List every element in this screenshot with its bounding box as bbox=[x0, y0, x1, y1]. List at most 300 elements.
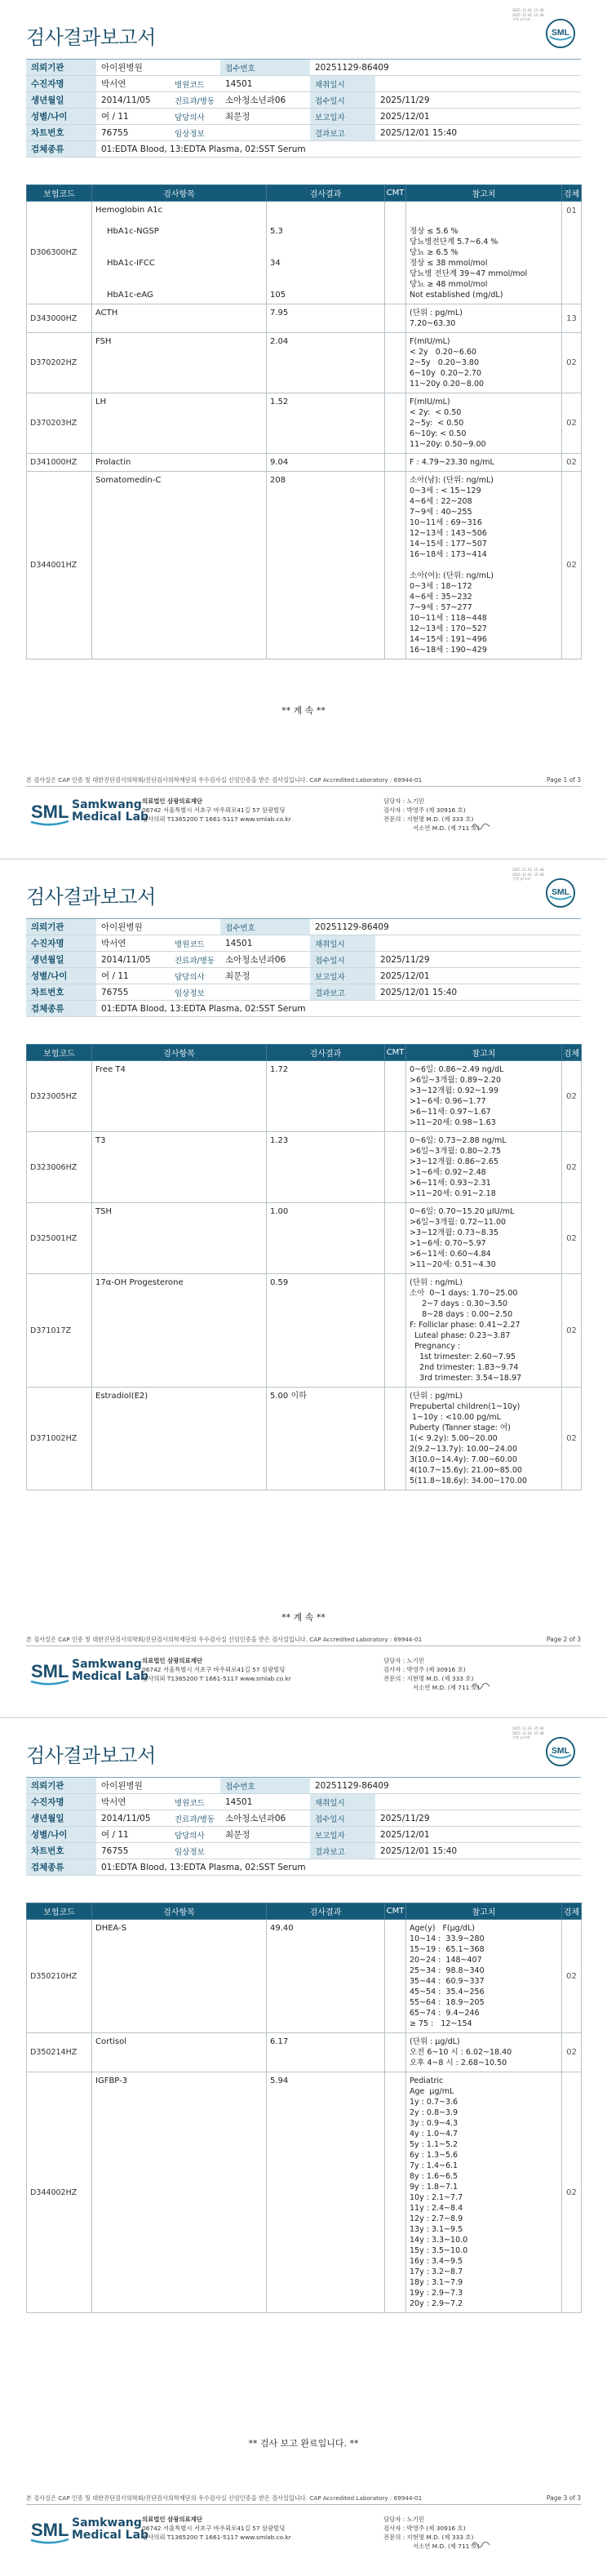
reference-range: Age(y) F(µg/dL) 10~14 : 33.9~280 15~19 : 65.1~368 20~24 : 148~407 25~34 : 98.8~340 35~44 : 60.9~337 45~54 : 35.4~256 55~64 : 18.9~205 65~74 : 9.4~246 ≥ 75 : 12~154 bbox=[410, 1924, 485, 2028]
col-code-header: 보험코드 bbox=[27, 185, 92, 202]
patient-info-row bbox=[26, 1827, 581, 1843]
print-stamp-line: 2025.12.01 15:40 bbox=[512, 1726, 544, 1730]
svg-text:SML: SML bbox=[31, 2520, 69, 2540]
lab-brand-name bbox=[72, 1659, 148, 1683]
report-page bbox=[0, 1717, 607, 2576]
continuation-marker: ** 계 속 ** bbox=[281, 1612, 326, 1623]
patient-institution: 아이왼병원 bbox=[96, 1778, 220, 1794]
signatory-block bbox=[383, 797, 480, 833]
reference-range: Not established (mg/dL) bbox=[410, 291, 503, 300]
test-result-cell bbox=[267, 1920, 385, 2033]
patient-chart-no: 76755 bbox=[96, 984, 170, 1001]
reference-range: F : 4.79~23.30 ng/mL bbox=[410, 458, 494, 467]
test-result: 9.04 bbox=[270, 458, 289, 467]
accreditation-note: 본 검사실은 CAP 인증 및 대한진단검사의학회/진단검사의학재단의 우수검사실 신임인증을 받은 검사실입니다. CAP Accredited Laboratory : 69944-01 bbox=[26, 2494, 423, 2502]
test-result-cell bbox=[267, 393, 385, 454]
comment-cell bbox=[385, 202, 406, 304]
patient-institution: 아이왼병원 bbox=[96, 919, 220, 935]
test-result bbox=[270, 215, 381, 226]
reference-range bbox=[410, 215, 558, 226]
staff-line: 검사자 : 박영주 (제 30916 호) bbox=[383, 806, 466, 814]
specimen-code: 02 bbox=[562, 1132, 582, 1203]
lab-contact: 검사의뢰 T1365200 T 1661-5117 www.smlab.co.kr bbox=[142, 1675, 291, 1682]
patient-specimen: 01:EDTA Blood, 13:EDTA Plasma, 02:SST Serum bbox=[96, 1001, 581, 1017]
col-ref-header: 참고치 bbox=[406, 1045, 562, 1061]
patient-info-row bbox=[26, 125, 581, 141]
print-stamp-line: 전체 print bbox=[512, 1735, 531, 1739]
staff-line: 담당자 : 노기민 bbox=[383, 1657, 425, 1664]
test-name: DHEA-S bbox=[95, 1924, 127, 1933]
reference-cell bbox=[406, 1920, 562, 2033]
reference-cell bbox=[406, 1274, 562, 1388]
patient-info-row bbox=[26, 92, 581, 109]
patient-result-date: 2025/12/01 15:40 bbox=[375, 984, 581, 1001]
col-spec-header: 검체 bbox=[562, 1903, 582, 1920]
patient-info-row bbox=[26, 968, 581, 984]
signature-icon bbox=[470, 819, 491, 831]
patient-info-table bbox=[26, 59, 581, 158]
specimen-code: 02 bbox=[562, 1203, 582, 1274]
logo-badge-text: SML bbox=[551, 1746, 570, 1756]
result-row bbox=[27, 1132, 582, 1203]
patient-l-doctor: 담당의사 bbox=[170, 1827, 220, 1843]
reference-range: (단위 : pg/mL) Prepubertal children(1~10y) 1~10y : <10.00 pg/mL Puberty (Tanner stage: 여) 1(< 9.2y): 5.00~20.00 2(9.2~13.7y): 10.00~24.00 3(10.0~14.4y): 7.00~60.00 4(10.7~15.6y): 21.00~85.00 5(11.8~18.6y): 34.00~170.00 bbox=[410, 1392, 527, 1486]
patient-l-sex-age: 성별/나이 bbox=[26, 109, 96, 125]
patient-l-clinical: 임상정보 bbox=[170, 1843, 220, 1859]
test-result: 208 bbox=[270, 476, 286, 485]
patient-institution: 아이왼병원 bbox=[96, 60, 220, 76]
patient-sex-age: 여 / 11 bbox=[96, 1827, 170, 1843]
svg-text:SML: SML bbox=[31, 802, 69, 822]
comment-cell bbox=[385, 1132, 406, 1203]
footer-divider bbox=[26, 786, 581, 787]
reference-cell bbox=[406, 304, 562, 333]
test-item-cell bbox=[92, 454, 267, 472]
patient-info-row bbox=[26, 984, 581, 1001]
col-cmt-header: CMT bbox=[385, 185, 406, 202]
test-name: Hemoglobin A1c bbox=[95, 206, 163, 215]
patient-dept: 소아청소년과06 bbox=[220, 1810, 310, 1827]
col-item-header: 검사항목 bbox=[92, 185, 267, 202]
patient-l-birth: 생년월일 bbox=[26, 92, 96, 109]
specimen-code: 02 bbox=[562, 1061, 582, 1132]
page-number: Page 2 of 3 bbox=[546, 1636, 581, 1643]
test-item-cell bbox=[92, 304, 267, 333]
patient-l-name: 수진자명 bbox=[26, 76, 96, 92]
lab-address-block bbox=[142, 2515, 291, 2542]
staff-line: 검사자 : 박영주 (제 30916 호) bbox=[383, 1666, 466, 1673]
test-result-cell bbox=[267, 304, 385, 333]
test-result: 105 bbox=[270, 291, 286, 300]
specimen-code: 02 bbox=[562, 472, 582, 660]
lab-brand-line1: Samkwang bbox=[72, 1658, 142, 1671]
test-name bbox=[95, 215, 263, 226]
lab-org: 의료법인 삼광의료재단 bbox=[142, 2516, 202, 2523]
patient-info-row bbox=[26, 935, 581, 952]
results-header bbox=[27, 1903, 582, 1920]
result-row bbox=[27, 1061, 582, 1132]
specimen-code: 02 bbox=[562, 454, 582, 472]
print-stamp bbox=[512, 8, 548, 22]
patient-l-chart-no: 차트번호 bbox=[26, 125, 96, 141]
patient-sex-age: 여 / 11 bbox=[96, 968, 170, 984]
patient-collect-date bbox=[375, 1794, 581, 1810]
print-stamp-line: 전체 print bbox=[512, 877, 531, 881]
specimen-code: 01 bbox=[562, 202, 582, 304]
lab-brand-line2: Medical Lab bbox=[72, 1670, 149, 1683]
patient-receipt-date: 2025/11/29 bbox=[375, 952, 581, 968]
print-stamp-line: 2025.12.01 15:40 bbox=[512, 8, 544, 12]
patient-l-institution: 의뢰기관 bbox=[26, 919, 96, 935]
reference-range: 소아(남): (단위: ng/mL) 0~3세 : < 15~129 4~6세 : 22~208 7~9세 : 40~255 10~11세 : 69~316 12~13세 : 143~506 14~15세 : 177~507 16~18세 : 173~414 소아(여): (단위: ng/mL) 0~3세 : 18~172 4~6세 : 35~232 7~9세 : 57~277 10~11세 : 118~448 12~13세 : 170~527 14~15세 : 191~496 16~18세 : 190~429 bbox=[410, 476, 494, 655]
comment-cell bbox=[385, 304, 406, 333]
sml-logo-icon bbox=[545, 1736, 576, 1767]
patient-l-specimen: 검체종류 bbox=[26, 141, 96, 158]
test-name: Somatomedin-C bbox=[95, 476, 162, 485]
patient-info-row bbox=[26, 76, 581, 92]
patient-l-clinical: 임상정보 bbox=[170, 125, 220, 141]
test-item-cell bbox=[92, 1061, 267, 1132]
staff-line: 전문의 : 지현명 M.D. (제 333 호) bbox=[383, 2534, 474, 2541]
reference-cell bbox=[406, 2033, 562, 2072]
report-page bbox=[0, 859, 607, 1717]
test-item-cell bbox=[92, 202, 267, 304]
test-result: 49.40 bbox=[270, 1924, 294, 1933]
results-table bbox=[26, 1044, 582, 1490]
test-result: 1.72 bbox=[270, 1065, 289, 1074]
patient-info-row bbox=[26, 952, 581, 968]
report-title: 검사결과보고서 bbox=[26, 1744, 156, 1767]
patient-name: 박서연 bbox=[96, 935, 170, 952]
result-row bbox=[27, 304, 582, 333]
patient-dept: 소아청소년과06 bbox=[220, 92, 310, 109]
test-name: Estradiol(E2) bbox=[95, 1392, 148, 1401]
staff-line: 전문의 : 지현명 M.D. (제 333 호) bbox=[383, 1675, 474, 1682]
insurance-code: D344002HZ bbox=[27, 2072, 92, 2313]
patient-doctor: 최문정 bbox=[220, 1827, 310, 1843]
print-stamp-line: 2025-12-01 15:40 bbox=[512, 1730, 544, 1735]
report-page bbox=[0, 0, 607, 859]
insurance-code: D306300HZ bbox=[27, 202, 92, 304]
comment-cell bbox=[385, 1388, 406, 1490]
results-table bbox=[26, 184, 582, 660]
page-number: Page 3 of 3 bbox=[546, 2494, 581, 2502]
test-result-cell bbox=[267, 2072, 385, 2313]
test-result: 1.23 bbox=[270, 1136, 289, 1145]
patient-l-result-date: 결과보고 bbox=[310, 125, 375, 141]
signature-icon bbox=[470, 1679, 491, 1690]
comment-cell bbox=[385, 1274, 406, 1388]
test-item-cell bbox=[92, 472, 267, 660]
test-result: 5.00 이하 bbox=[270, 1392, 307, 1401]
reference-cell bbox=[406, 1388, 562, 1490]
sml-logo-icon bbox=[545, 877, 576, 908]
patient-l-collect-date: 채취일시 bbox=[310, 1794, 375, 1810]
test-result: 5.94 bbox=[270, 2076, 289, 2085]
insurance-code: D344001HZ bbox=[27, 472, 92, 660]
patient-chart-no: 76755 bbox=[96, 125, 170, 141]
test-result-cell bbox=[267, 1203, 385, 1274]
patient-doctor: 최문정 bbox=[220, 109, 310, 125]
reference-cell bbox=[406, 2072, 562, 2313]
report-title: 검사결과보고서 bbox=[26, 26, 156, 49]
patient-info-table bbox=[26, 1777, 581, 1876]
comment-cell bbox=[385, 2033, 406, 2072]
test-item-cell bbox=[92, 1920, 267, 2033]
patient-l-collect-date: 채취일시 bbox=[310, 935, 375, 952]
patient-l-report-date: 보고일자 bbox=[310, 968, 375, 984]
result-row bbox=[27, 1920, 582, 2033]
patient-receipt-date: 2025/11/29 bbox=[375, 1810, 581, 1827]
insurance-code: D343000HZ bbox=[27, 304, 92, 333]
comment-cell bbox=[385, 2072, 406, 2313]
test-name: Prolactin bbox=[95, 458, 131, 467]
result-row bbox=[27, 472, 582, 660]
test-result-cell bbox=[267, 454, 385, 472]
test-name: HbA1c-NGSP bbox=[107, 227, 159, 236]
lab-address: 06742 서울특별시 서초구 바우뫼로41길 57 삼광빌딩 bbox=[142, 806, 286, 814]
patient-collect-date bbox=[375, 935, 581, 952]
patient-l-result-date: 결과보고 bbox=[310, 1843, 375, 1859]
reference-range: (단위 : ng/mL) 소아 0~1 days: 1.70~25.00 2~7 days : 0.30~3.50 8~28 days : 0.00~2.50 F: Folliclar phase: 0.41~2.27 Luteal phase: 0.23~3.87 Pregnancy : 1st trimester: 2.60~7.95 2nd trimester: 1.83~9.74 3rd trimester: 3.54~18.97 bbox=[410, 1278, 522, 1383]
specimen-code: 02 bbox=[562, 1920, 582, 2033]
patient-l-dept: 진료과/병동 bbox=[170, 952, 220, 968]
test-result: 0.59 bbox=[270, 1278, 289, 1287]
test-name: T3 bbox=[95, 1136, 106, 1145]
patient-l-chart-no: 차트번호 bbox=[26, 1843, 96, 1859]
lab-brand-line2: Medical Lab bbox=[72, 2529, 149, 2542]
test-name: 17α-OH Progesterone bbox=[95, 1278, 184, 1287]
patient-birth: 2014/11/05 bbox=[96, 952, 170, 968]
test-result-cell bbox=[267, 202, 385, 304]
test-result bbox=[270, 205, 381, 215]
patient-receipt-no: 20251129-86409 bbox=[310, 1778, 581, 1794]
result-row bbox=[27, 2033, 582, 2072]
continuation-marker: ** 계 속 ** bbox=[281, 705, 326, 716]
test-result: 34 bbox=[270, 259, 281, 268]
comment-cell bbox=[385, 472, 406, 660]
result-row bbox=[27, 2072, 582, 2313]
patient-name: 박서연 bbox=[96, 1794, 170, 1810]
patient-receipt-date: 2025/11/29 bbox=[375, 92, 581, 109]
reference-range: 0~6일: 0.73~2.88 ng/mL >6일~3개월: 0.80~2.75 >3~12개월: 0.86~2.65 >1~6세: 0.92~2.48 >6~11세: 0.93~2.31 >11~20세: 0.91~2.18 bbox=[410, 1136, 507, 1198]
result-row bbox=[27, 333, 582, 393]
patient-hosp-code: 14501 bbox=[220, 1794, 310, 1810]
reference-range: (단위 : µg/dL) 오전 6~10 시 : 6.02~18.40 오후 4~8 시 : 2.68~10.50 bbox=[410, 2037, 512, 2067]
patient-l-report-date: 보고일자 bbox=[310, 1827, 375, 1843]
patient-result-date: 2025/12/01 15:40 bbox=[375, 1843, 581, 1859]
patient-l-receipt-no: 접수번호 bbox=[220, 60, 310, 76]
test-result-cell bbox=[267, 1061, 385, 1132]
insurance-code: D350210HZ bbox=[27, 1920, 92, 2033]
lab-contact: 검사의뢰 T1365200 T 1661-5117 www.smlab.co.kr bbox=[142, 2534, 291, 2541]
page-number: Page 1 of 3 bbox=[546, 776, 581, 784]
reference-range: 정상 ≤ 38 mmol/mol 당뇨병 전단계 39~47 mmol/mol 당뇨 ≥ 48 mmol/mol bbox=[410, 259, 528, 289]
specimen-code: 02 bbox=[562, 1388, 582, 1490]
test-result-cell bbox=[267, 2033, 385, 2072]
patient-doctor: 최문정 bbox=[220, 968, 310, 984]
patient-info-row bbox=[26, 1859, 581, 1876]
result-row bbox=[27, 393, 582, 454]
results-header bbox=[27, 1045, 582, 1061]
reference-range: 0~6일: 0.86~2.49 ng/dL >6일~3개월: 0.89~2.20 >3~12개월: 0.92~1.99 >1~6세: 0.96~1.77 >6~11세: 0.97~1.67 >11~20세: 0.98~1.63 bbox=[410, 1065, 504, 1127]
result-row bbox=[27, 1388, 582, 1490]
patient-l-dept: 진료과/병동 bbox=[170, 92, 220, 109]
comment-cell bbox=[385, 454, 406, 472]
patient-report-date: 2025/12/01 bbox=[375, 1827, 581, 1843]
lab-brand-name bbox=[72, 799, 148, 824]
signatory-block bbox=[383, 2515, 480, 2551]
comment-cell bbox=[385, 393, 406, 454]
patient-l-receipt-date: 접수일시 bbox=[310, 952, 375, 968]
results-header bbox=[27, 185, 582, 202]
insurance-code: D350214HZ bbox=[27, 2033, 92, 2072]
patient-info-row bbox=[26, 60, 581, 76]
patient-info-row bbox=[26, 1001, 581, 1017]
specimen-code: 02 bbox=[562, 2072, 582, 2313]
test-result: 1.52 bbox=[270, 398, 289, 406]
patient-l-name: 수진자명 bbox=[26, 935, 96, 952]
staff-line: 담당자 : 노기민 bbox=[383, 797, 425, 805]
insurance-code: D370203HZ bbox=[27, 393, 92, 454]
test-item-cell bbox=[92, 333, 267, 393]
accreditation-note: 본 검사실은 CAP 인증 및 대한진단검사의학회/진단검사의학재단의 우수검사실 신임인증을 받은 검사실입니다. CAP Accredited Laboratory : 69944-01 bbox=[26, 1636, 423, 1643]
accreditation-note: 본 검사실은 CAP 인증 및 대한진단검사의학회/진단검사의학재단의 우수검사실 신임인증을 받은 검사실입니다. CAP Accredited Laboratory : 69944-01 bbox=[26, 776, 423, 784]
test-result-cell bbox=[267, 472, 385, 660]
col-ref-header: 참고치 bbox=[406, 185, 562, 202]
test-result-cell bbox=[267, 1132, 385, 1203]
result-row bbox=[27, 1203, 582, 1274]
insurance-code: D371002HZ bbox=[27, 1388, 92, 1490]
patient-clinical bbox=[220, 1843, 310, 1859]
patient-l-birth: 생년월일 bbox=[26, 1810, 96, 1827]
insurance-code: D370202HZ bbox=[27, 333, 92, 393]
patient-info-table bbox=[26, 918, 581, 1017]
patient-receipt-no: 20251129-86409 bbox=[310, 919, 581, 935]
print-stamp-line: 2025.12.01 15:40 bbox=[512, 868, 544, 872]
patient-sex-age: 여 / 11 bbox=[96, 109, 170, 125]
test-result-cell bbox=[267, 1388, 385, 1490]
patient-l-report-date: 보고일자 bbox=[310, 109, 375, 125]
patient-info-row bbox=[26, 141, 581, 158]
patient-l-institution: 의뢰기관 bbox=[26, 1778, 96, 1794]
signatory-block bbox=[383, 1656, 480, 1692]
patient-l-receipt-date: 접수일시 bbox=[310, 1810, 375, 1827]
insurance-code: D325001HZ bbox=[27, 1203, 92, 1274]
reference-range: F(mIU/mL) < 2y 0.20~6.60 2~5y 0.20~3.80 6~10y 0.20~2.70 11~20y 0.20~8.00 bbox=[410, 337, 485, 389]
patient-report-date: 2025/12/01 bbox=[375, 109, 581, 125]
patient-info-row bbox=[26, 1810, 581, 1827]
test-name: HbA1c-IFCC bbox=[107, 259, 155, 268]
patient-name: 박서연 bbox=[96, 76, 170, 92]
patient-collect-date bbox=[375, 76, 581, 92]
test-item-cell bbox=[92, 393, 267, 454]
reference-cell bbox=[406, 1203, 562, 1274]
patient-info-row bbox=[26, 1794, 581, 1810]
patient-clinical bbox=[220, 125, 310, 141]
col-code-header: 보험코드 bbox=[27, 1045, 92, 1061]
comment-cell bbox=[385, 1920, 406, 2033]
test-name: Cortisol bbox=[95, 2037, 127, 2046]
specimen-code: 02 bbox=[562, 393, 582, 454]
lab-address-block bbox=[142, 1656, 291, 1683]
insurance-code: D371017Z bbox=[27, 1274, 92, 1388]
col-ref-header: 참고치 bbox=[406, 1903, 562, 1920]
col-item-header: 검사항목 bbox=[92, 1045, 267, 1061]
col-result-header: 검사결과 bbox=[267, 1903, 385, 1920]
reference-range: (단위 : pg/mL) 7.20~63.30 bbox=[410, 309, 463, 328]
continuation-marker: ** 검사 보고 완료입니다. ** bbox=[248, 2438, 359, 2449]
patient-info-row bbox=[26, 1778, 581, 1794]
test-name: LH bbox=[95, 398, 107, 406]
specimen-code: 02 bbox=[562, 333, 582, 393]
col-spec-header: 검체 bbox=[562, 185, 582, 202]
signature-icon bbox=[470, 2538, 491, 2549]
patient-hosp-code: 14501 bbox=[220, 935, 310, 952]
patient-clinical bbox=[220, 984, 310, 1001]
patient-l-hosp-code: 병원코드 bbox=[170, 935, 220, 952]
patient-l-doctor: 담당의사 bbox=[170, 109, 220, 125]
patient-receipt-no: 20251129-86409 bbox=[310, 60, 581, 76]
svg-text:SML: SML bbox=[31, 1661, 69, 1681]
col-code-header: 보험코드 bbox=[27, 1903, 92, 1920]
patient-l-birth: 생년월일 bbox=[26, 952, 96, 968]
test-item-cell bbox=[92, 2072, 267, 2313]
patient-l-doctor: 담당의사 bbox=[170, 968, 220, 984]
staff-line: 검사자 : 박영주 (제 30916 호) bbox=[383, 2525, 466, 2532]
patient-l-clinical: 임상정보 bbox=[170, 984, 220, 1001]
staff-line: 서소연 M.D. (제 711 호) bbox=[413, 824, 480, 832]
patient-l-institution: 의뢰기관 bbox=[26, 60, 96, 76]
patient-info-row bbox=[26, 109, 581, 125]
lab-address-block bbox=[142, 797, 291, 824]
lab-org: 의료법인 삼광의료재단 bbox=[142, 1657, 202, 1664]
result-row bbox=[27, 1274, 582, 1388]
lab-brand-line2: Medical Lab bbox=[72, 811, 149, 824]
patient-l-sex-age: 성별/나이 bbox=[26, 968, 96, 984]
specimen-code: 02 bbox=[562, 1274, 582, 1388]
comment-cell bbox=[385, 1203, 406, 1274]
comment-cell bbox=[385, 1061, 406, 1132]
col-cmt-header: CMT bbox=[385, 1903, 406, 1920]
footer-divider bbox=[26, 2504, 581, 2505]
reference-range bbox=[410, 205, 558, 215]
patient-dept: 소아청소년과06 bbox=[220, 952, 310, 968]
patient-l-receipt-no: 접수번호 bbox=[220, 919, 310, 935]
lab-brand-line1: Samkwang bbox=[72, 2516, 142, 2529]
specimen-code: 02 bbox=[562, 2033, 582, 2072]
logo-badge-text: SML bbox=[551, 887, 570, 897]
staff-line: 전문의 : 지현명 M.D. (제 333 호) bbox=[383, 815, 474, 823]
insurance-code: D341000HZ bbox=[27, 454, 92, 472]
patient-l-collect-date: 채취일시 bbox=[310, 76, 375, 92]
reference-cell bbox=[406, 454, 562, 472]
patient-report-date: 2025/12/01 bbox=[375, 968, 581, 984]
patient-info-row bbox=[26, 919, 581, 935]
reference-range: 정상 ≤ 5.6 % 당뇨병전단계 5.7~6.4 % 당뇨 ≥ 6.5 % bbox=[410, 227, 498, 257]
test-name: FSH bbox=[95, 337, 112, 346]
staff-line: 서소연 M.D. (제 711 호) bbox=[413, 1684, 480, 1691]
col-spec-header: 검체 bbox=[562, 1045, 582, 1061]
print-stamp-line: 2025-12-01 15:40 bbox=[512, 12, 544, 17]
test-result: 2.04 bbox=[270, 337, 289, 346]
test-item-cell bbox=[92, 1274, 267, 1388]
patient-birth: 2014/11/05 bbox=[96, 92, 170, 109]
col-item-header: 검사항목 bbox=[92, 1903, 267, 1920]
patient-l-specimen: 검체종류 bbox=[26, 1001, 96, 1017]
patient-l-hosp-code: 병원코드 bbox=[170, 76, 220, 92]
test-result: 1.00 bbox=[270, 1207, 289, 1216]
